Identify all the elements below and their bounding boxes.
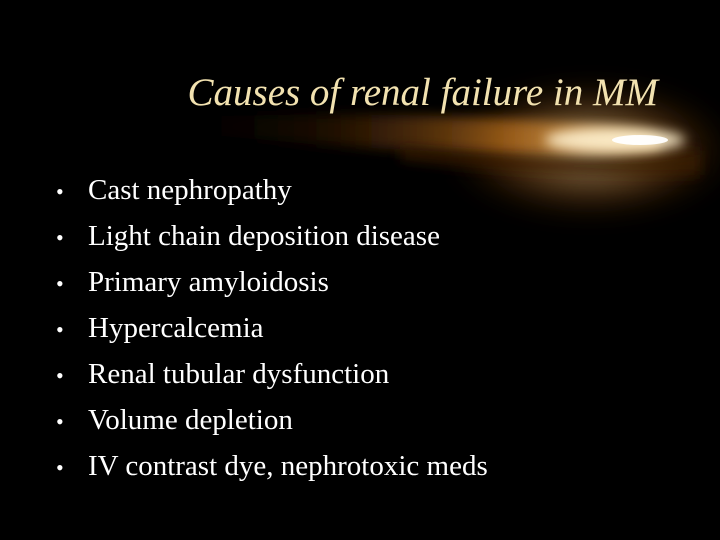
bullet-text: Renal tubular dysfunction — [88, 358, 390, 390]
bullet-text: IV contrast dye, nephrotoxic meds — [88, 450, 488, 482]
bullet-text: Cast nephropathy — [88, 174, 292, 206]
bullet-icon: • — [56, 317, 64, 342]
list-item — [56, 397, 488, 443]
bullet-text: Light chain deposition disease — [88, 220, 440, 252]
list-item — [56, 443, 488, 489]
list-item — [56, 167, 488, 213]
bullet-icon: • — [56, 455, 64, 480]
bullet-text: Volume depletion — [88, 404, 293, 436]
list-item — [56, 213, 488, 259]
bullet-list — [56, 167, 488, 489]
bullet-icon: • — [56, 271, 64, 296]
bullet-icon: • — [56, 225, 64, 250]
bullet-icon: • — [56, 409, 64, 434]
slide-title: Causes of renal failure in MM — [187, 71, 658, 114]
list-item — [56, 351, 488, 397]
bullet-icon: • — [56, 363, 64, 388]
bullet-text: Hypercalcemia — [88, 312, 264, 344]
bullet-icon: • — [56, 179, 64, 204]
bullet-text: Primary amyloidosis — [88, 266, 329, 298]
list-item — [56, 305, 488, 351]
list-item — [56, 259, 488, 305]
